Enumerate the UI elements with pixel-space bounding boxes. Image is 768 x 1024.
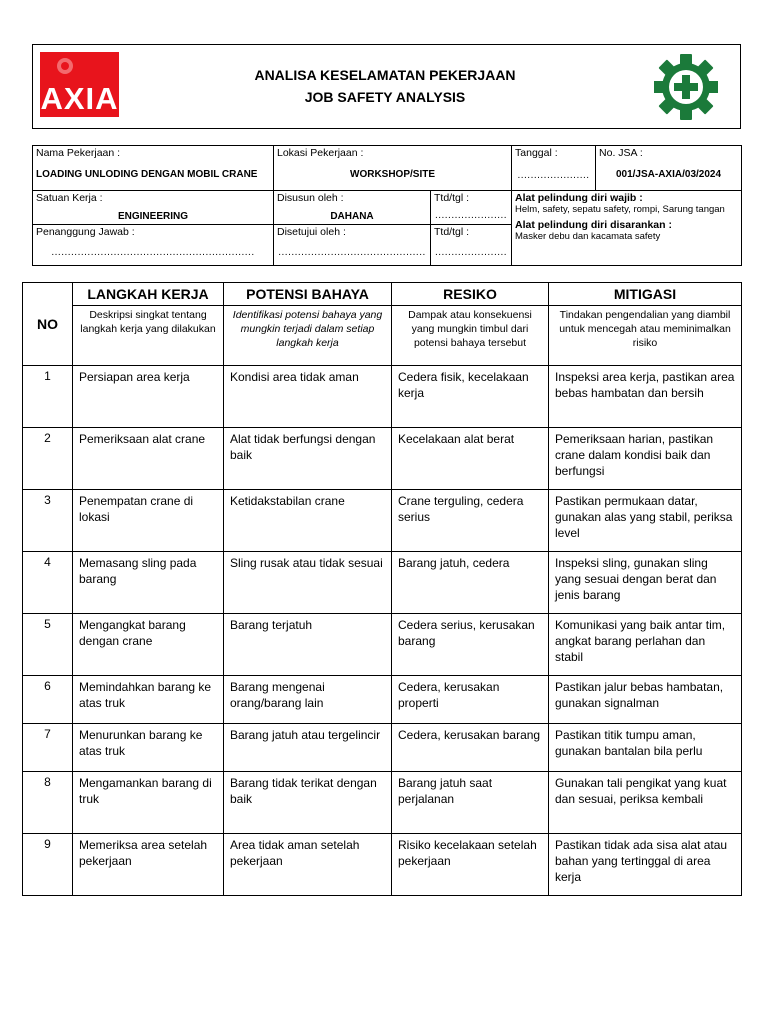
penanggung-jawab-value: ..............................................................: [51, 247, 255, 258]
disusun-value: DAHANA: [330, 211, 374, 222]
table-row: [23, 772, 742, 834]
langkah-kerja-cell: Pemeriksaan alat crane: [73, 428, 224, 490]
potensi-bahaya-cell: Barang terjatuh: [224, 614, 392, 676]
row-number: 3: [23, 490, 73, 552]
no-jsa-label: No. JSA :: [599, 147, 643, 159]
lokasi-label: Lokasi Pekerjaan :: [277, 147, 364, 159]
disusun-cell: [274, 191, 431, 225]
resiko-cell: Cedera serius, kerusakan barang: [392, 614, 549, 676]
disetujui-cell: [274, 225, 431, 266]
lokasi-cell: [274, 146, 512, 191]
langkah-kerja-cell: Memasang sling pada barang: [73, 552, 224, 614]
title-line-2: JOB SAFETY ANALYSIS: [304, 89, 466, 105]
header-resiko: RESIKO: [392, 283, 549, 306]
apd-wajib-title: Alat pelindung diri wajib :: [515, 192, 643, 204]
row-number: 5: [23, 614, 73, 676]
resiko-cell: Cedera, kerusakan properti: [392, 676, 549, 724]
row-number: 4: [23, 552, 73, 614]
apd-saran-desc: Masker debu dan kacamata safety: [515, 231, 661, 242]
document-header: [32, 44, 741, 129]
disetujui-label: Disetujui oleh :: [277, 226, 346, 238]
logo-text: AXIA: [40, 81, 119, 116]
potensi-bahaya-cell: Sling rusak atau tidak sesuai: [224, 552, 392, 614]
potensi-bahaya-cell: Ketidakstabilan crane: [224, 490, 392, 552]
header-mitigasi: MITIGASI: [549, 283, 742, 306]
title-line-1: ANALISA KESELAMATAN PEKERJAAN: [254, 67, 516, 83]
mitigasi-cell: Pastikan titik tumpu aman, gunakan bantalan bila perlu: [549, 724, 742, 772]
langkah-kerja-cell: Memindahkan barang ke atas truk: [73, 676, 224, 724]
resiko-cell: Cedera, kerusakan barang: [392, 724, 549, 772]
ttd-1-value: ......................: [434, 210, 508, 221]
safety-gear-icon: [654, 52, 718, 122]
apd-saran-title: Alat pelindung diri disarankan :: [515, 219, 672, 231]
table-row: [23, 676, 742, 724]
ttd-2-label: Ttd/tgl :: [434, 226, 470, 238]
apd-cell: [512, 191, 742, 266]
info-table: [32, 145, 742, 266]
nama-pekerjaan-cell: [33, 146, 274, 191]
table-row: [23, 724, 742, 772]
mitigasi-cell: Gunakan tali pengikat yang kuat dan sesuai, periksa kembali: [549, 772, 742, 834]
subheader-resiko: Dampak atau konsekuensi yang mungkin timbul dari potensi bahaya tersebut: [392, 306, 549, 366]
row-number: 7: [23, 724, 73, 772]
header-no: NO: [23, 283, 73, 366]
potensi-bahaya-cell: Barang tidak terikat dengan baik: [224, 772, 392, 834]
no-jsa-cell: [596, 146, 742, 191]
table-row: [23, 614, 742, 676]
mitigasi-cell: Pemeriksaan harian, pastikan crane dalam kondisi baik dan berfungsi: [549, 428, 742, 490]
row-number: 1: [23, 366, 73, 428]
row-number: 9: [23, 834, 73, 896]
ttd-2-cell: [431, 225, 512, 266]
disusun-label: Disusun oleh :: [277, 192, 344, 204]
potensi-bahaya-cell: Alat tidak berfungsi dengan baik: [224, 428, 392, 490]
resiko-cell: Barang jatuh saat perjalanan: [392, 772, 549, 834]
table-row: [23, 834, 742, 896]
subheader-mitigasi: Tindakan pengendalian yang diambil untuk mencegah atau meminimalkan risiko: [549, 306, 742, 366]
no-jsa-value: 001/JSA-AXIA/03/2024: [615, 169, 722, 180]
ttd-1-label: Ttd/tgl :: [434, 192, 470, 204]
nama-pekerjaan-value: LOADING UNLODING DENGAN MOBIL CRANE: [36, 169, 258, 180]
mitigasi-cell: Pastikan tidak ada sisa alat atau bahan yang tertinggal di area kerja: [549, 834, 742, 896]
table-row: [23, 428, 742, 490]
resiko-cell: Barang jatuh, cedera: [392, 552, 549, 614]
row-number: 8: [23, 772, 73, 834]
logo-circle-inner: [61, 62, 69, 70]
subheader-langkah-kerja: Deskripsi singkat tentang langkah kerja yang dilakukan: [73, 306, 224, 366]
mitigasi-cell: Inspeksi area kerja, pastikan area bebas hambatan dan bersih: [549, 366, 742, 428]
ttd-2-value: ......................: [434, 247, 508, 258]
langkah-kerja-cell: Mengamankan barang di truk: [73, 772, 224, 834]
mitigasi-cell: Inspeksi sling, gunakan sling yang sesuai dengan berat dan jenis barang: [549, 552, 742, 614]
row-number: 2: [23, 428, 73, 490]
langkah-kerja-cell: Memeriksa area setelah pekerjaan: [73, 834, 224, 896]
resiko-cell: Kecelakaan alat berat: [392, 428, 549, 490]
apd-wajib-desc: Helm, safety, sepatu safety, rompi, Sarung tangan: [515, 204, 725, 215]
tanggal-cell: [512, 146, 596, 191]
ttd-1-cell: [431, 191, 512, 225]
resiko-cell: Crane terguling, cedera serius: [392, 490, 549, 552]
potensi-bahaya-cell: Barang mengenai orang/barang lain: [224, 676, 392, 724]
satuan-kerja-label: Satuan Kerja :: [36, 192, 103, 204]
satuan-kerja-cell: [33, 191, 274, 225]
potensi-bahaya-cell: Area tidak aman setelah pekerjaan: [224, 834, 392, 896]
tanggal-value: ......................: [517, 170, 590, 181]
resiko-cell: Cedera fisik, kecelakaan kerja: [392, 366, 549, 428]
table-row: [23, 552, 742, 614]
mitigasi-cell: Pastikan jalur bebas hambatan, gunakan signalman: [549, 676, 742, 724]
langkah-kerja-cell: Persiapan area kerja: [73, 366, 224, 428]
disetujui-value: .............................................: [278, 247, 426, 258]
resiko-cell: Risiko kecelakaan setelah pekerjaan: [392, 834, 549, 896]
lokasi-value: WORKSHOP/SITE: [350, 169, 436, 180]
jsa-table: [22, 282, 742, 896]
penanggung-jawab-label: Penanggung Jawab :: [36, 226, 135, 238]
tanggal-label: Tanggal :: [515, 147, 558, 159]
langkah-kerja-cell: Penempatan crane di lokasi: [73, 490, 224, 552]
subheader-potensi-bahaya: Identifikasi potensi bahaya yang mungkin terjadi dalam setiap langkah kerja: [224, 306, 392, 366]
header-potensi-bahaya: POTENSI BAHAYA: [224, 283, 392, 306]
langkah-kerja-cell: Mengangkat barang dengan crane: [73, 614, 224, 676]
row-number: 6: [23, 676, 73, 724]
table-row: [23, 490, 742, 552]
potensi-bahaya-cell: Kondisi area tidak aman: [224, 366, 392, 428]
nama-pekerjaan-label: Nama Pekerjaan :: [36, 147, 121, 159]
header-langkah-kerja: LANGKAH KERJA: [73, 283, 224, 306]
langkah-kerja-cell: Menurunkan barang ke atas truk: [73, 724, 224, 772]
table-row: [23, 366, 742, 428]
mitigasi-cell: Pastikan permukaan datar, gunakan alas yang stabil, periksa level: [549, 490, 742, 552]
mitigasi-cell: Komunikasi yang baik antar tim, angkat barang perlahan dan stabil: [549, 614, 742, 676]
potensi-bahaya-cell: Barang jatuh atau tergelincir: [224, 724, 392, 772]
penanggung-jawab-cell: [33, 225, 274, 266]
satuan-kerja-value: ENGINEERING: [117, 211, 188, 222]
